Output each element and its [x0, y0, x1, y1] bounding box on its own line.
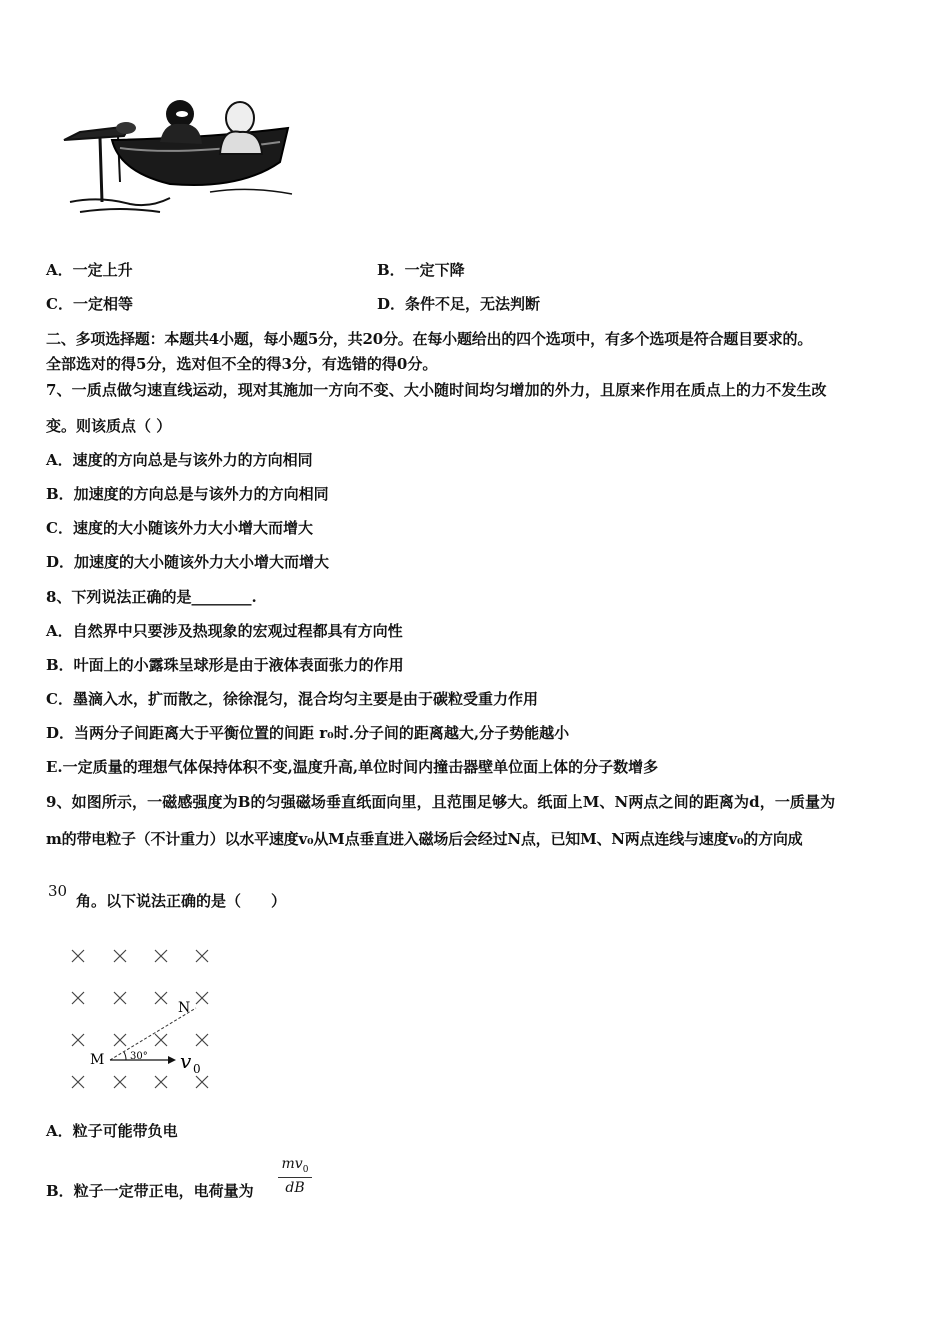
q9-stem-line1: 9、如图所示，一磁感强度为B的匀强磁场垂直纸面向里，且范围足够大。纸面上M、N两点之间的距离为d，一质量为: [46, 793, 836, 811]
q8-option-e: E.一定质量的理想气体保持体积不变,温度升高,单位时间内撞击器壁单位面上体的分子数增多: [46, 758, 659, 776]
q7-option-b: B．加速度的方向总是与该外力的方向相同: [46, 485, 329, 503]
numerator-subscript: 0: [302, 1164, 309, 1175]
q8-option-d: D．当两分子间距离大于平衡位置的间距 r₀时.分子间的距离越大,分子势能越小: [46, 724, 570, 742]
magnetic-field-figure: [60, 940, 230, 1100]
q7-option-a: A．速度的方向总是与该外力的方向相同: [46, 451, 313, 469]
q7-stem-line1: 7、一质点做匀速直线运动，现对其施加一方向不变、大小随时间均匀增加的外力，且原来作用在质点上的力不发生改: [46, 381, 827, 399]
q9-angle-number: 30: [48, 882, 68, 900]
q6-option-a: A．一定上升: [46, 261, 133, 279]
section2-intro-line1: 二、多项选择题：本题共4小题，每小题5分，共20分。在每小题给出的四个选项中，有多个选项是符合题目要求的。: [46, 330, 813, 348]
q9-stem-line3: 角。以下说法正确的是（ ）: [76, 892, 287, 910]
fraction-numerator: [278, 1156, 312, 1178]
q7-stem-line2: 变。则该质点（ ）: [46, 417, 172, 435]
q8-option-a: A．自然界中只要涉及热现象的宏观过程都具有方向性: [46, 622, 403, 640]
fraction-denominator: dB: [285, 1179, 305, 1196]
v0-subscript: 0: [193, 1062, 201, 1076]
numerator-text: mv: [281, 1156, 303, 1172]
angle-arc: [124, 1052, 126, 1060]
angle-label: 30°: [130, 1051, 148, 1062]
q6-option-d: D．条件不足，无法判断: [377, 295, 541, 313]
velocity-arrowhead: [168, 1056, 176, 1064]
q8-option-c: C．墨滴入水，扩而散之，徐徐混匀，混合均匀主要是由于碳粒受重力作用: [46, 690, 538, 708]
q8-stem: 8、下列说法正确的是________.: [46, 588, 257, 606]
point-n-label: N: [178, 1000, 191, 1016]
q7-option-d: D．加速度的大小随该外力大小增大而增大: [46, 553, 330, 571]
boat-illustration: [60, 92, 300, 222]
v0-label: v: [180, 1049, 192, 1073]
section2-intro-line2: 全部选对的得5分，选对但不全的得3分，有选错的得0分。: [46, 355, 438, 373]
q7-option-c: C．速度的大小随该外力大小增大而增大: [46, 519, 313, 537]
q9-option-b: B．粒子一定带正电，电荷量为: [46, 1182, 254, 1200]
q6-option-b: B．一定下降: [377, 261, 465, 279]
q6-option-c: C．一定相等: [46, 295, 133, 313]
q9-option-a: A．粒子可能带负电: [46, 1122, 178, 1140]
point-m-label: M: [90, 1052, 105, 1068]
q8-option-b: B．叶面上的小露珠呈球形是由于液体表面张力的作用: [46, 656, 404, 674]
q9-stem-line2: m的带电粒子（不计重力）以水平速度v₀从M点垂直进入磁场后会经过N点，已知M、N两点连线与速度v₀的方向成: [46, 830, 803, 848]
charge-fraction: [278, 1156, 312, 1196]
